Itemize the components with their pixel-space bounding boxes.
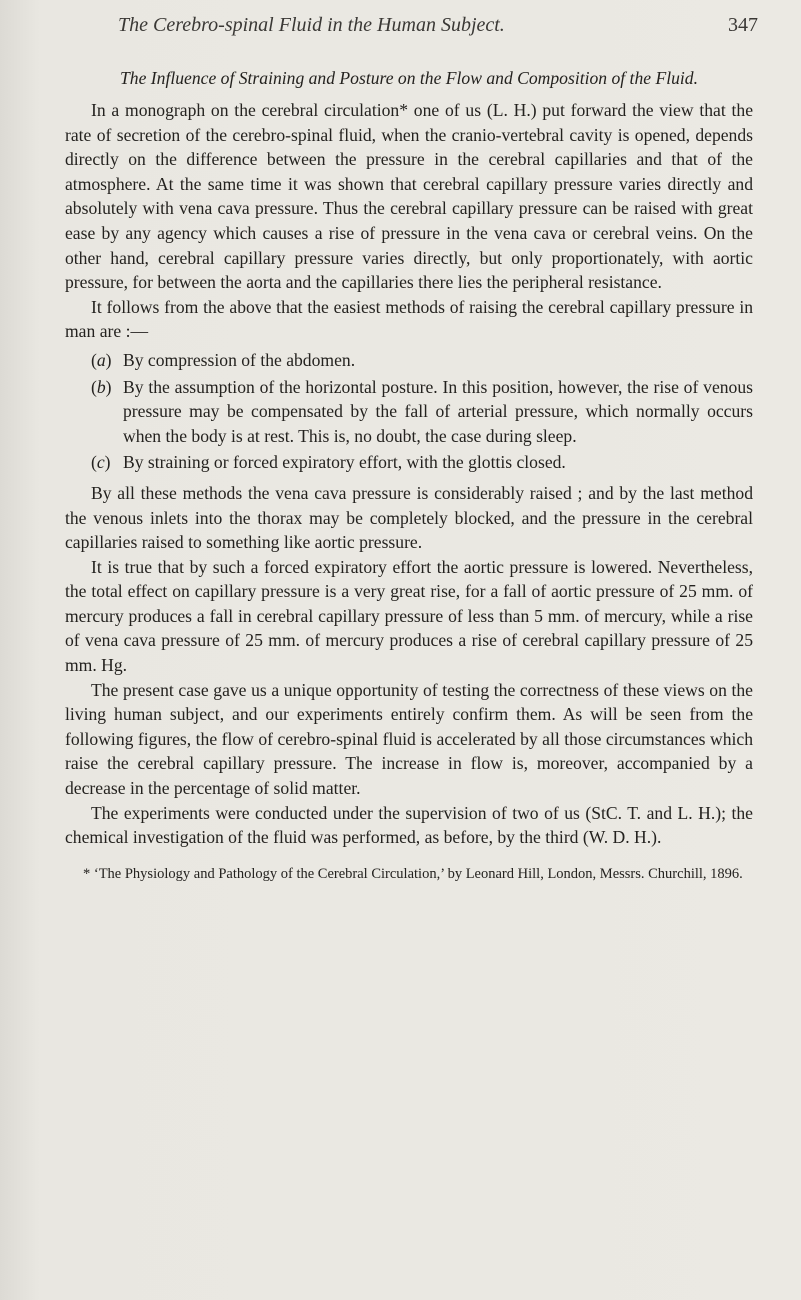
section-title: The Influence of Straining and Posture on the Flow and Composition of the Fluid. (120, 68, 698, 88)
paragraph-6: The experiments were conducted under the supervision of two of us (StC. T. and L. H.); the chemical investigation of the fluid was performed, as before, by the third (W. D. H.). (65, 802, 753, 848)
footnote: * ‘The Physiology and Pathology of the Cerebral Circulation,’ by Leonard Hill, London, Messrs. Churchill, 1896. (83, 865, 743, 882)
paragraph-2: It follows from the above that the easiest methods of raising the cerebral capillary pressure in man are :— (65, 296, 753, 342)
paragraph-5: The present case gave us a unique opportunity of testing the correctness of these views on the living human subject, and our experiments entirely confirm them. As will be seen from the following figures, the flow of cerebro-spinal fluid is accelerated by all those circumstances which raise the cerebral capillary pressure. The increase in flow is, moreover, accompanied by a decrease in the percentage of solid matter. (65, 679, 753, 799)
list-item-c (91, 450, 753, 475)
paragraph-1: In a monograph on the cerebral circulation* one of us (L. H.) put forward the view that the rate of secretion of the cerebro-spinal fluid, when the cranio-vertebral cavity is opened, depends directly on the difference between the pressure in the cerebral capillaries and that of the atmosphere. At the same time it was shown that cerebral capillary pressure varies directly and absolutely with vena cava pressure. Thus the cerebral capillary pressure can be raised with great ease by any agency which causes a rise of pressure in the vena cava or cerebral veins. On the other hand, cerebral capillary pressure varies directly, but only proportionately, with aortic pressure, for between the aorta and the capillaries there lies the peripheral resistance. (65, 100, 753, 293)
page-number: 347 (728, 14, 758, 36)
list-text-a: By compression of the abdomen. (123, 349, 356, 370)
list-item-b (91, 375, 753, 449)
list-label-c: (c) (91, 452, 111, 473)
list-text-c: By straining or forced expiratory effort, with the glottis closed. (123, 452, 566, 473)
methods-list (65, 348, 753, 475)
list-item-a (91, 348, 753, 373)
list-text-b: By the assumption of the horizontal posture. In this position, however, the rise of venous pressure may be compensated by the fall of arterial pressure, which normally occurs when the body is at rest. This is, no doubt, the case during sleep. (123, 376, 753, 446)
list-label-b: (b) (91, 376, 112, 397)
page-body (65, 66, 753, 885)
paragraph-4: It is true that by such a forced expiratory effort the aortic pressure is lowered. Nevertheless, the total effect on capillary pressure is a very great rise, for a fall of aortic pressure of 25 mm. of mercury produces a fall in cerebral capillary pressure of less than 5 mm. of mercury, while a rise of vena cava pressure of 25 mm. of mercury produces a rise of cerebral capillary pressure of 25 mm. Hg. (65, 556, 753, 676)
list-label-a: (a) (91, 349, 112, 370)
paragraph-3: By all these methods the vena cava pressure is considerably raised ; and by the last method the venous inlets into the thorax may be completely blocked, and the pressure in the cerebral capillaries raised to something like aortic pressure. (65, 482, 753, 553)
running-title: The Cerebro-spinal Fluid in the Human Subject. (118, 14, 505, 36)
